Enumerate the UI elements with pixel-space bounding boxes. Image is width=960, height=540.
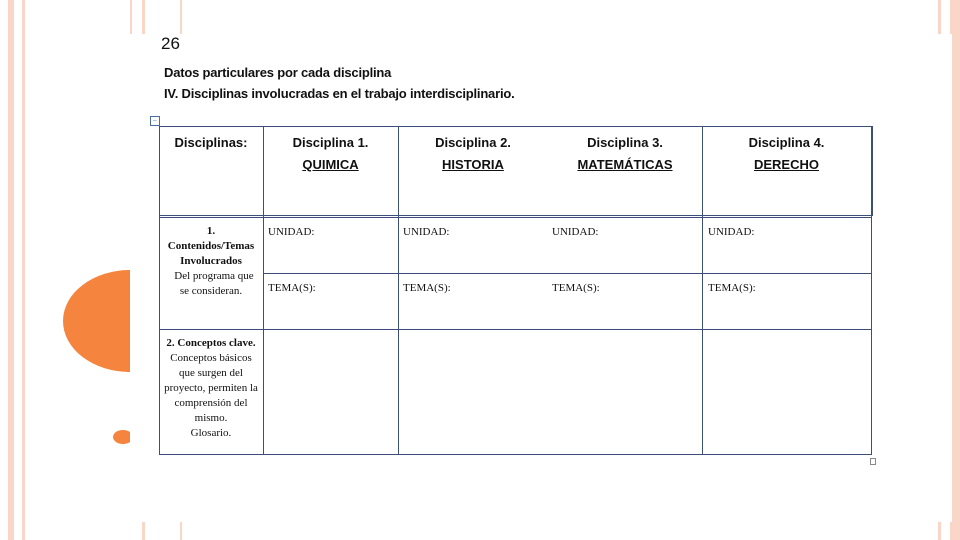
- unidad-label-2: UNIDAD:: [403, 226, 450, 238]
- discipline-2-title: Disciplina 2.: [435, 135, 511, 150]
- table-anchor-icon: ⇔: [152, 118, 158, 124]
- row-divider: [263, 273, 872, 274]
- page-number: 26: [161, 34, 180, 53]
- unidad-label-4: UNIDAD:: [708, 226, 755, 238]
- row-1-title-line: 1.: [206, 225, 216, 237]
- discipline-1-name: QUIMICA: [302, 157, 359, 172]
- heading-line-1: Datos particulares por cada disciplina: [164, 65, 392, 80]
- bottom-stripe-a: [142, 522, 145, 540]
- bottom-stripe-b: [180, 522, 182, 540]
- header-discipline-2: [398, 132, 548, 176]
- unidad-label-1: UNIDAD:: [268, 226, 315, 238]
- row-1-desc-line: se consideran.: [179, 285, 243, 297]
- temas-label-2: TEMA(S):: [403, 282, 451, 294]
- heading-line-2: IV. Disciplinas involucradas en el trabajo interdisciplinario.: [164, 86, 515, 101]
- row-2-desc-line: mismo.: [194, 412, 228, 424]
- header-discipline-1: [263, 132, 398, 176]
- discipline-3-title: Disciplina 3.: [587, 135, 663, 150]
- row-2-label: [161, 336, 261, 441]
- row-divider: [159, 454, 872, 455]
- discipline-4-title: Disciplina 4.: [748, 135, 825, 150]
- row-1-desc-line: Del programa que: [174, 270, 254, 282]
- row-2-desc-line: que surgen del: [179, 367, 243, 379]
- table-end-mark: [870, 458, 876, 465]
- left-stripe-outer: [8, 0, 14, 540]
- row-2-desc-line: comprensión del: [174, 397, 248, 409]
- unidad-label-3: UNIDAD:: [552, 226, 599, 238]
- discipline-4-name: DERECHO: [753, 157, 819, 172]
- left-stripe-inner: [22, 0, 25, 540]
- row-divider: [159, 329, 872, 330]
- row-1-title-line: Contenidos/Temas: [167, 240, 255, 252]
- row-divider: [159, 217, 872, 218]
- column-divider: [159, 126, 160, 455]
- temas-label-1: TEMA(S):: [268, 282, 316, 294]
- header-discipline-3: [548, 132, 702, 176]
- row-1-label: [161, 224, 261, 299]
- discipline-2-name: HISTORIA: [442, 157, 504, 172]
- row-2-title: 2. Conceptos clave.: [166, 337, 256, 349]
- header-disciplinas-label: Disciplinas:: [174, 135, 248, 150]
- top-stripe-c: [180, 0, 182, 34]
- discipline-1-title: Disciplina 1.: [292, 135, 369, 150]
- disciplines-table: [159, 126, 872, 455]
- header-discipline-4: [702, 132, 871, 176]
- row-1-title-line: Involucrados: [180, 255, 242, 267]
- temas-label-3: TEMA(S):: [552, 282, 600, 294]
- column-divider: [871, 126, 872, 455]
- row-2-desc-line: proyecto, permiten la: [164, 382, 258, 394]
- discipline-3-name: MATEMÁTICAS: [577, 157, 673, 172]
- row-2-desc-line: Conceptos básicos: [170, 352, 252, 364]
- row-2-desc-line: Glosario.: [190, 427, 232, 439]
- temas-label-4: TEMA(S):: [708, 282, 756, 294]
